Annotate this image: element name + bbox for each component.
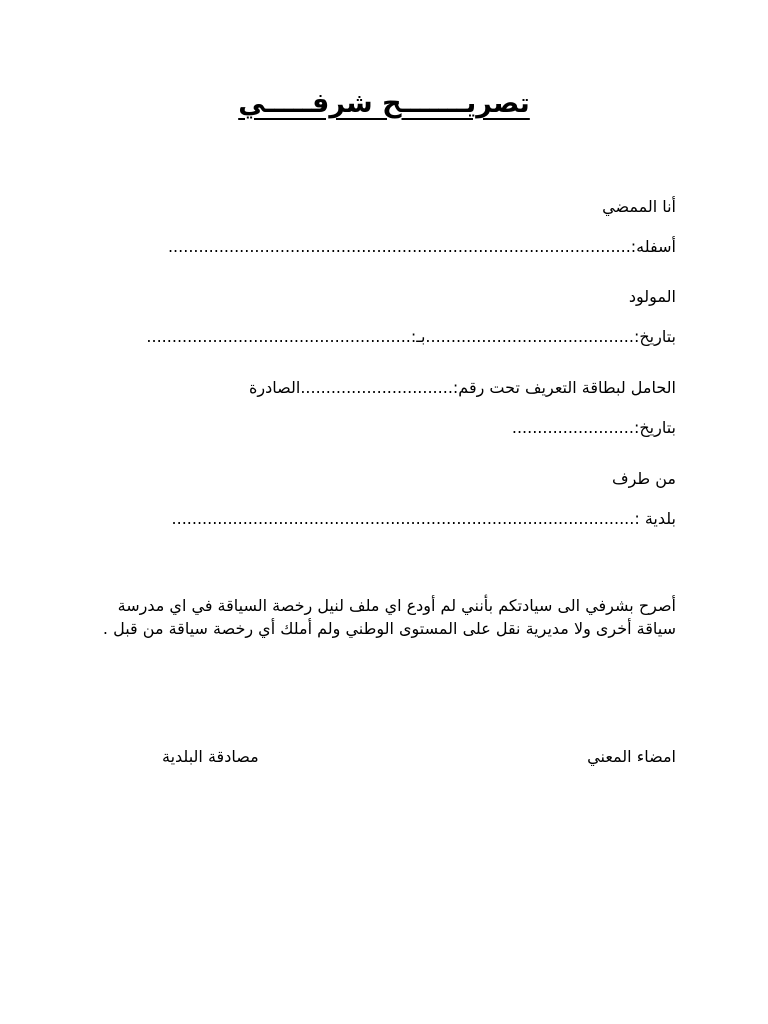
signature-applicant-label: امضاء المعني	[587, 747, 676, 766]
field-signatory: أنا الممضي	[602, 197, 676, 216]
field-municipality: بلدية :...........................................................................................	[171, 509, 676, 528]
document-title	[0, 88, 768, 119]
field-born: المولود	[628, 287, 676, 306]
field-below: أسفله:...........................................................................................	[167, 237, 676, 256]
field-issue-date: بتاريخ:........................	[511, 418, 676, 437]
field-id-card-number: الحامل لبطاقة التعريف تحت رقم:..............................الصادرة	[249, 378, 676, 397]
declaration-paragraph: أصرح بشرفي الى سيادتكم بأنني لم أودع اي ملف لنيل رخصة السياقة في اي مدرسة سياقة أخرى ولا مديرية نقل على المستوى الوطني ولم أملك أي رخصة سياقة من قبل .	[102, 596, 676, 638]
field-issued-by: من طرف	[612, 469, 676, 488]
document-title-text: تصريـــــــح شرفـــــي	[238, 88, 530, 119]
signature-municipality-label: مصادقة البلدية	[162, 747, 259, 766]
field-birth-date-place: بتاريخ:.........................................بـ:....................................................	[146, 327, 676, 346]
